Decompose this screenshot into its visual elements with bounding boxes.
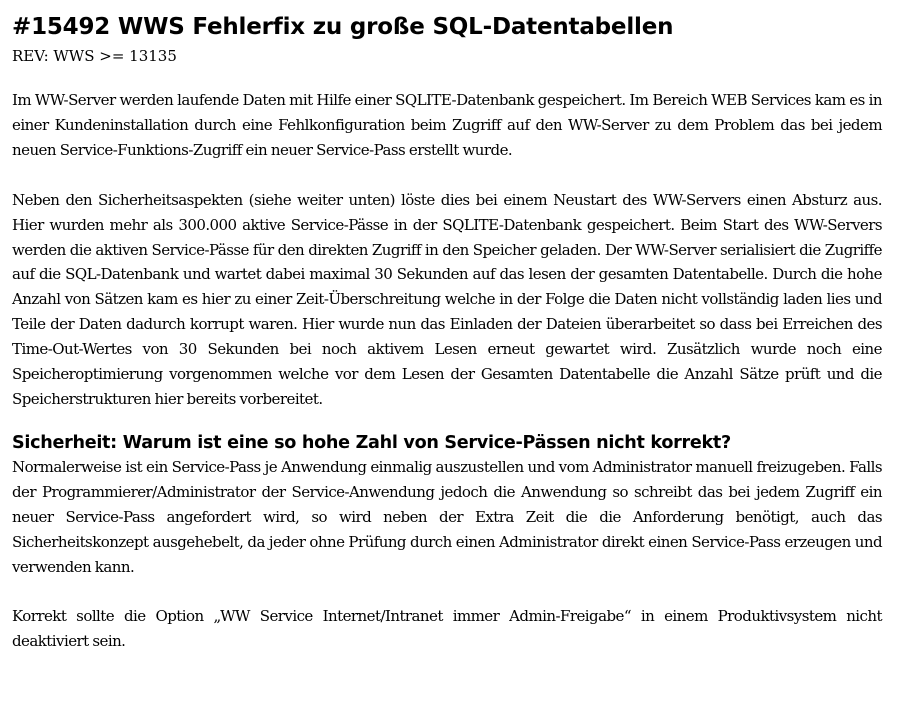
paragraph-crash-details: Neben den Sicherheitsaspekten (siehe weiter unten) löste dies bei einem Neustart des WW-Servers einen Absturz aus. Hier wurden mehr als 300.000 aktive Service-Pässe in der SQLITE-Datenbank gespeichert. Beim Start des WW-Servers werden die aktiven Service-Pässe für den direkten Zugriff in den Speicher geladen. Der WW-Server serialisiert die Zugriffe auf die SQL-Datenbank und wartet dabei maximal 30 Sekunden auf das lesen der gesamten Datentabelle. Durch die hohe Anzahl von Sätzen kam es hier zu einer Zeit-Überschreitung welche in der Folge die Daten nicht vollständig laden lies und Teile der Daten dadurch korrupt waren. Hier wurde nun das Einladen der Dateien überarbeitet so dass bei Erreichen des Time-Out-Wertes von 30 Sekunden bei noch aktivem Lesen erneut gewartet wird. Zusätzlich wurde noch eine Speicheroptimierung vorgenommen welche vor dem Lesen der Gesamten Datentabelle die Anzahl Sätze prüft und die Speicherstrukturen hier bereits vorbereitet.	[12, 190, 882, 408]
paragraph-security: Normalerweise ist ein Service-Pass je Anwendung einmalig auszustellen und vom Administrator manuell freizugeben. Falls der Programmierer/Administrator der Service-Anwendung jedoch die Anwendung so schreibt das bei jedem Zugriff ein neuer Service-Pass angefordert wird, so wird neben der Extra Zeit die die Anforderung benötigt, auch das Sicherheitskonzept ausgehebelt, da jeder ohne Prüfung durch einen Administrator direkt einen Service-Pass erzeugen und verwenden kann.	[12, 457, 882, 576]
paragraph-intro: Im WW-Server werden laufende Daten mit Hilfe einer SQLITE-Datenbank gespeichert. Im Bereich WEB Services kam es in einer Kundeninstallation durch eine Fehlkonfiguration beim Zugriff auf den WW-Server zu dem Problem das bei jedem neuen Service-Funktions-Zugriff ein neuer Service-Pass erstellt wurde.	[12, 91, 882, 159]
section-heading-security: Sicherheit: Warum ist eine so hohe Zahl von Service-Pässen nicht korrekt?	[12, 432, 731, 453]
paragraph-recommendation: Korrekt sollte die Option „WW Service Internet/Intranet immer Admin-Freigabe“ in einem Produktivsystem nicht deaktiviert sein.	[12, 607, 882, 651]
revision-line: REV: WWS >= 13135	[12, 47, 177, 65]
document-title: #15492 WWS Fehlerfix zu große SQL-Datentabellen	[12, 14, 674, 40]
document	[12, 10, 882, 654]
